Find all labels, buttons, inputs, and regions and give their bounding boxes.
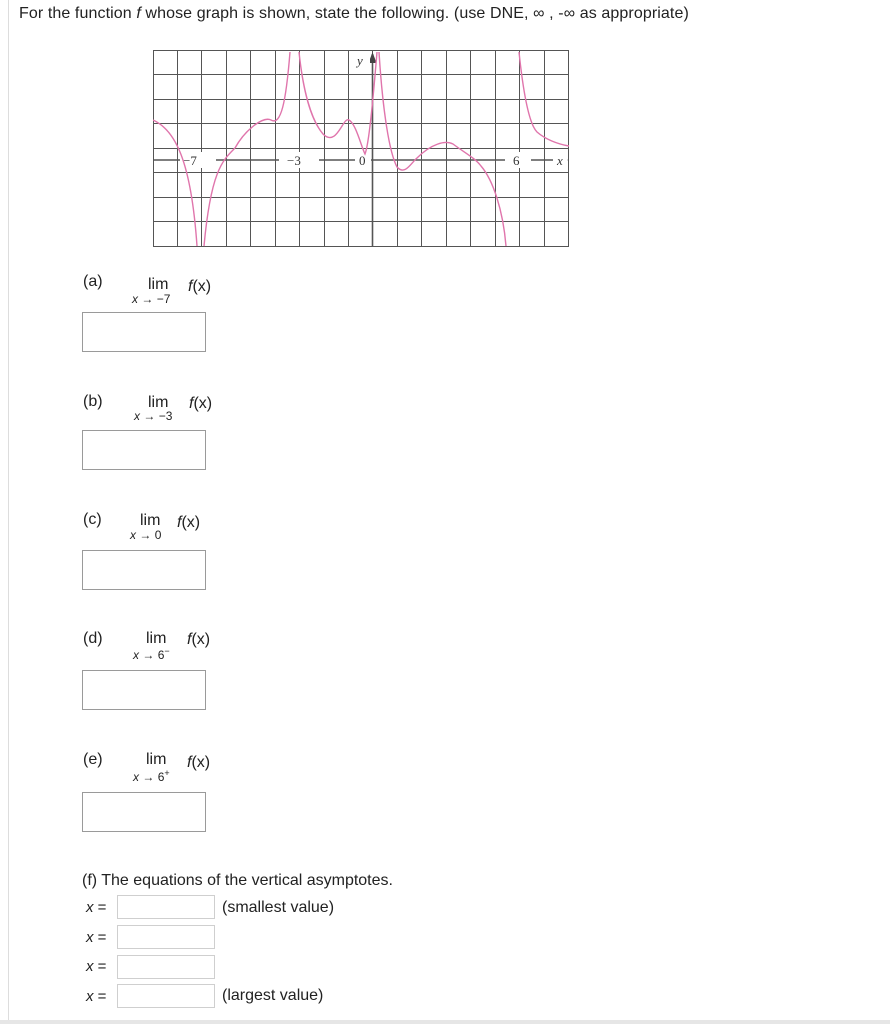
asymptote-input-3[interactable] [117,955,215,979]
answer-input-d[interactable] [82,670,206,710]
answer-input-b[interactable] [82,430,206,470]
tick-label-neg3: −3 [287,153,301,168]
asymptote-input-4[interactable] [117,984,215,1008]
part-e-label: (e) [83,751,103,768]
function-name: f [136,5,141,22]
part-d-label: (d) [83,630,103,647]
part-b-label: (b) [83,393,103,410]
largest-value-note: (largest value) [222,987,324,1004]
tick-label-0: 0 [359,153,366,168]
answer-input-e[interactable] [82,792,206,832]
left-border [8,0,9,1024]
asymptotes-heading: (f) The equations of the vertical asymptotes. [82,872,393,889]
asymptote-input-2[interactable] [117,925,215,949]
function-graph [153,50,571,250]
tick-label-neg7: −7 [183,153,197,168]
smallest-value-note: (smallest value) [222,899,335,916]
asymptote-input-1[interactable] [117,895,215,919]
asymptote-2-label: x = [86,929,107,946]
part-c-label: (c) [83,511,102,528]
y-axis-label: y [357,53,363,68]
graph-axes [153,54,566,246]
question-prompt: For the function f whose graph is shown, state the following. (use DNE, ∞ , -∞ as appropriate) [19,5,689,22]
x-axis-label: x [557,153,563,168]
bottom-edge [0,1020,890,1024]
part-a-label: (a) [83,273,103,290]
graph-grid [154,51,569,247]
answer-input-c[interactable] [82,550,206,590]
part-c-limit: lim f(x) x → 0 [130,512,201,542]
asymptote-1-label: x = [86,899,107,916]
answer-input-a[interactable] [82,312,206,352]
tick-label-group [180,53,567,168]
asymptote-3-label: x = [86,958,107,975]
part-b-limit: lim f(x) x → −3 [134,394,213,423]
tick-label-6: 6 [513,153,520,168]
asymptote-4-label: x = [86,988,107,1005]
part-a-limit: lim f(x) x → −7 [132,276,212,306]
part-e-limit: lim f(x) x → 6+ [133,751,211,784]
part-d-limit: lim f(x) x → 6− [133,630,211,662]
